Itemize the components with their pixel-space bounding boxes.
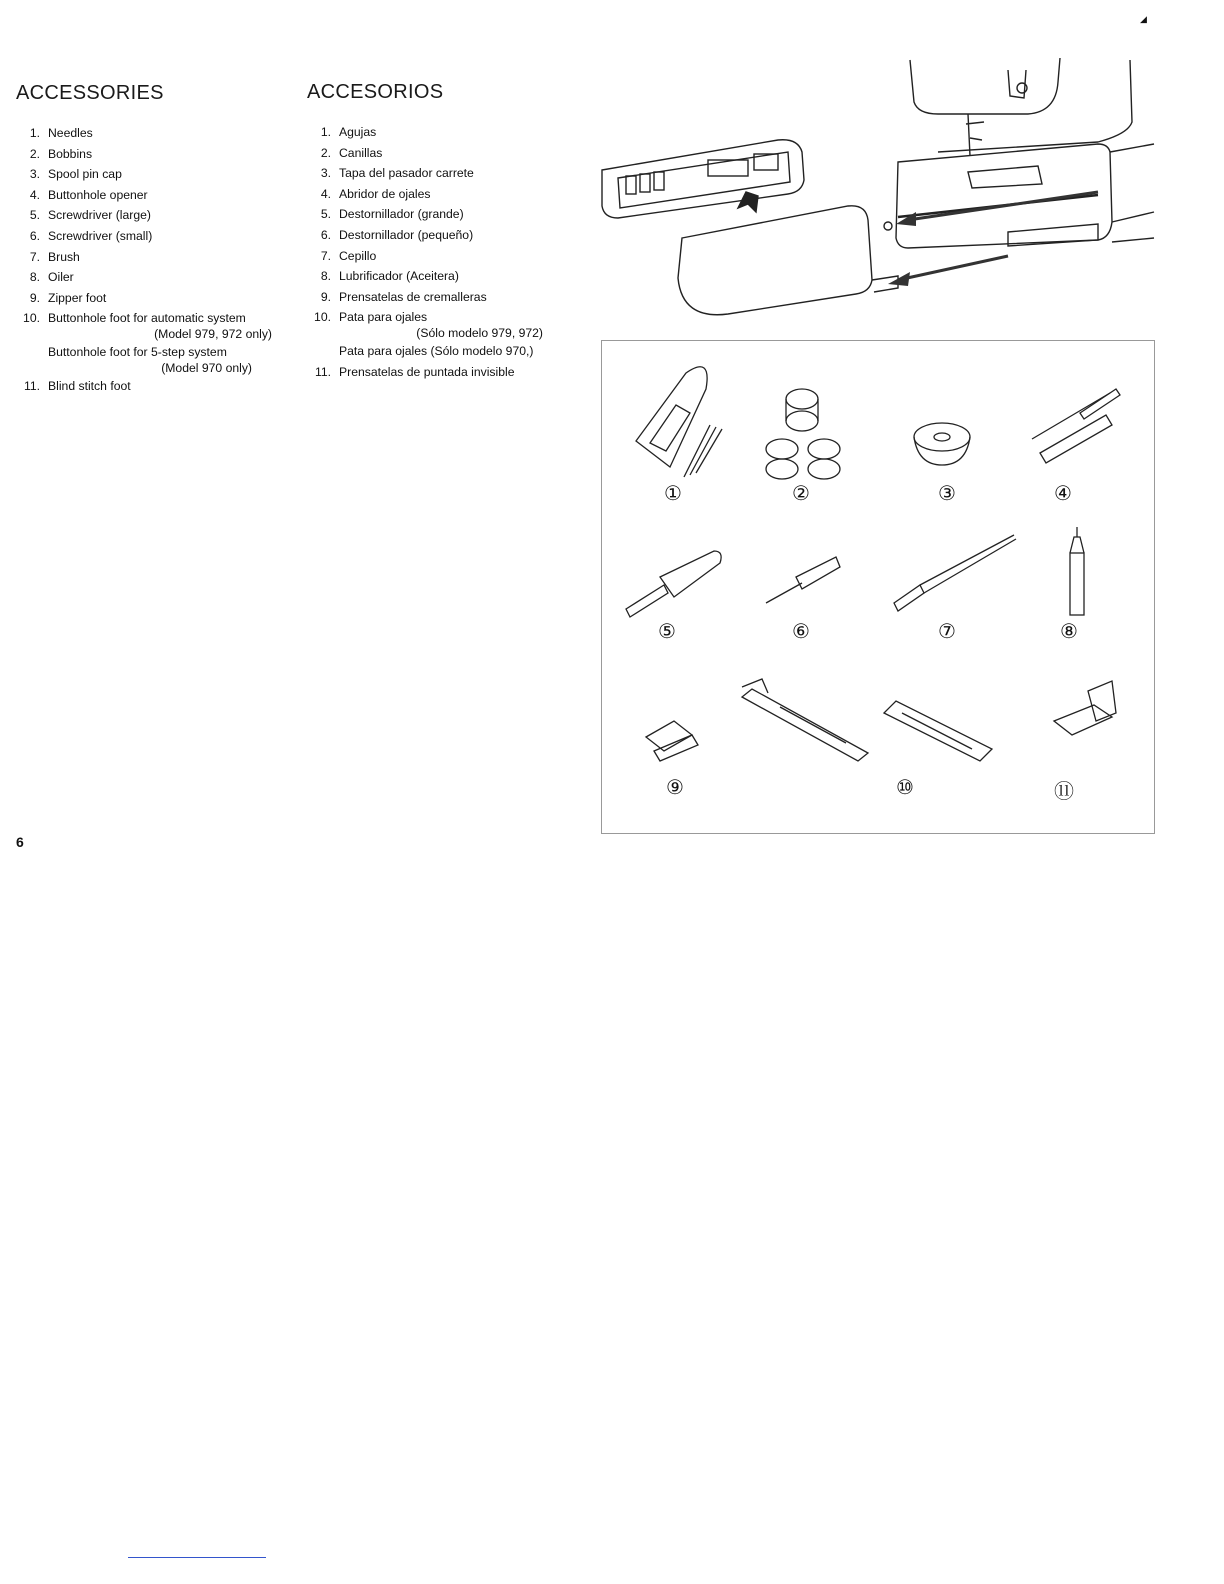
list-item: 1. Needles [29, 126, 93, 140]
list-item: 10. Pata para ojales [314, 310, 428, 325]
figure-label: ⑦ [938, 619, 956, 643]
english-list [16, 123, 286, 396]
list-item: 3. Tapa del pasador carrete [320, 166, 474, 181]
list-item: 11. Prensatelas de puntada invisible [314, 364, 515, 379]
list-item: 8. Oiler [29, 270, 74, 285]
list-item: 5. Destornillador (grande) [320, 207, 464, 222]
accessories-figure [601, 340, 1155, 834]
accessories-drawings [602, 341, 1154, 833]
figure-label: ⑪ [1054, 779, 1074, 803]
needles-icon [636, 367, 722, 477]
list-item: 7. Brush [29, 249, 80, 264]
figure-label: ③ [938, 481, 956, 505]
footer-rule [128, 1557, 266, 1558]
brush-icon [894, 535, 1016, 611]
blind-stitch-foot-icon [1054, 681, 1116, 735]
list-item-note: (Model 979, 972 only) [154, 326, 272, 341]
figure-label: ⑧ [1060, 619, 1078, 643]
screwdriver-large-icon [626, 551, 721, 617]
oiler-icon [1070, 527, 1084, 615]
list-item: 6. Screwdriver (small) [29, 228, 153, 243]
list-item: 9. Prensatelas de cremalleras [320, 289, 487, 304]
spanish-title: ACCESORIOS [307, 81, 444, 103]
bobbins-icon [766, 389, 840, 479]
figure-label: ① [664, 481, 682, 505]
figure-label: ④ [1054, 481, 1072, 505]
list-item: 5. Screwdriver (large) [29, 208, 151, 223]
list-item: 4. Abridor de ojales [320, 186, 431, 201]
list-item-note: (Model 970 only) [161, 360, 252, 375]
english-title: ACCESSORIES [16, 82, 164, 104]
list-item: Buttonhole foot for 5-step system [48, 344, 227, 359]
zipper-foot-icon [646, 721, 698, 761]
spool-pin-cap-icon [914, 423, 970, 465]
figure-label: ⑨ [666, 775, 684, 799]
figure-label: ⑩ [896, 775, 914, 799]
figure-label: ⑤ [658, 619, 676, 643]
list-item: 2. Canillas [320, 145, 383, 160]
page-number: 6 [16, 834, 24, 850]
list-item: 9. Zipper foot [29, 290, 107, 305]
list-item: 6. Destornillador (pequeño) [320, 227, 474, 242]
buttonhole-opener-icon [1032, 389, 1120, 463]
figure-label: ⑥ [792, 619, 810, 643]
list-item: Pata para ojales (Sólo modelo 970,) [339, 343, 534, 358]
buttonhole-foot-icon [742, 679, 992, 761]
list-item: 2. Bobbins [29, 146, 93, 161]
figure-label: ② [792, 481, 810, 505]
spanish-column [307, 81, 557, 382]
list-item: 4. Buttonhole opener [29, 187, 148, 202]
spanish-list [307, 122, 557, 382]
english-column [16, 82, 286, 396]
screwdriver-small-icon [766, 557, 840, 603]
list-item: 10. Buttonhole foot for automatic system [23, 311, 246, 326]
list-item: 3. Spool pin cap [29, 167, 122, 182]
list-item-note: (Sólo modelo 979, 972) [416, 325, 543, 340]
list-item: 8. Lubrificador (Aceitera) [320, 269, 459, 284]
list-item: 11. Blind stitch foot [23, 378, 131, 393]
accessory-box-illustration [598, 52, 1158, 328]
list-item: 1. Agujas [320, 125, 377, 139]
corner-mark: ◢ [1140, 14, 1147, 24]
list-item: 7. Cepillo [320, 248, 377, 263]
